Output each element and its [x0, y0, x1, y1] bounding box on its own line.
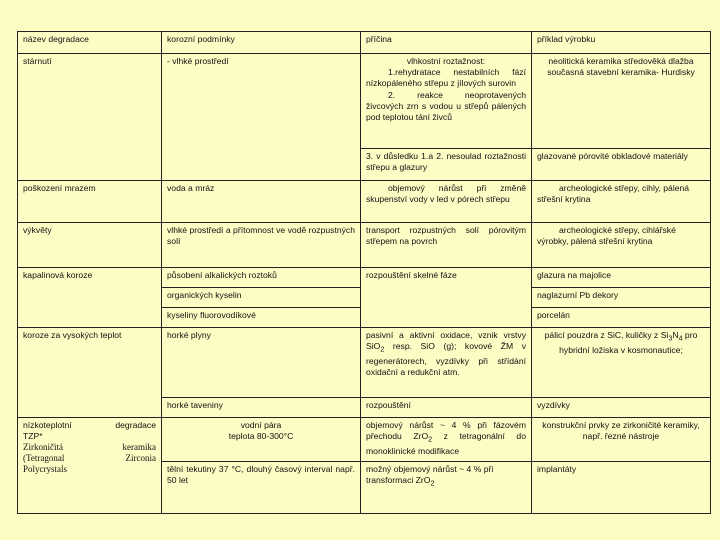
formula-zro2: ZrO$_2$	[413, 431, 433, 444]
row-example-efflorescence: archeologické střepy, cihlářské výrobky, pálená střešní krytina	[532, 223, 711, 268]
header-corrosion-conditions: korozní podmínky	[162, 32, 361, 54]
row-example-frost: archeologické střepy, cihly, pálená střešní krytina	[532, 181, 711, 223]
row-condition-alkaline: působení alkalických roztoků	[162, 268, 361, 288]
row-cause-aging-moisture	[361, 54, 532, 149]
row-cause-aging-glaze: 3. v důsledku 1.a 2. nesoulad roztažnosti střepu a glazury	[361, 149, 532, 181]
header-degradation-name: název degradace	[18, 32, 162, 54]
row-cause-zro2-transition: objemový nárůst ~ 4 % při fázovém přechodu ZrO$_2$ z tetragonální do monoklinické modifikace	[361, 418, 532, 462]
header-cause: příčina	[361, 32, 532, 54]
row-condition-efflorescence: vlhké prostředí a přítomnost ve vodě rozpustných solí	[162, 223, 361, 268]
table-row	[18, 328, 711, 398]
row-example-aging-ceramics: neolitická keramika středověká dlažba současná stavební keramika- Hurdisky	[532, 54, 711, 149]
row-condition-aging: - vlhké prostředí	[162, 54, 361, 181]
row-name-high-temp: koroze za vysokých teplot	[18, 328, 162, 418]
row-name-efflorescence: výkvěty	[18, 223, 162, 268]
row-name-liquid-corrosion: kapalinová koroze	[18, 268, 162, 328]
row-name-aging: stárnutí	[18, 54, 162, 181]
row-example-majolica: glazura na majolice	[532, 268, 711, 288]
row-example-linings: vyzdívky	[532, 398, 711, 418]
row-example-aging-tiles: glazované pórovité obkladové materiály	[532, 149, 711, 181]
formula-zro2: ZrO$_2$	[415, 475, 435, 488]
tzp-abbrev: TZP*	[23, 431, 43, 442]
row-cause-oxidation: pasivní a aktivní oxidace, vznik vrstvy SiO$_2$ resp. SiO (g); kovové ŽM v regenerátorech, vyzdívky při střídání oxidační a redukční atm.	[361, 328, 532, 398]
row-cause-zro2-possible: možný objemový nárůst ~ 4 % při transformaci ZrO$_2$	[361, 462, 532, 514]
tzp-title: nízkoteplotní degradace	[23, 420, 156, 430]
formula-si3n4: $Si_3N_4$	[660, 330, 683, 343]
row-name-tzp: nízkoteplotní degradace TZP* Zirkoničitá keramika (Tetragonal Zirconia Polycrystals	[18, 418, 162, 514]
row-cause-liquid-corrosion: rozpouštění skelné fáze	[361, 268, 532, 328]
formula-sio2: SiO$_2$	[366, 341, 385, 354]
row-example-implants: implantáty	[532, 462, 711, 514]
table-row	[18, 181, 711, 223]
table-row	[18, 223, 711, 268]
table-row	[18, 268, 711, 288]
row-example-sic: pálicí pouzdra z SiC, kuličky z $Si_3N_4$ pro hybridní ložiska v kosmonautice;	[532, 328, 711, 398]
cause-moisture-title: vlhkostní roztažnost:	[406, 56, 486, 66]
row-condition-steam: vodní pára teplota 80-300°C	[162, 418, 361, 462]
row-example-porcelain: porcelán	[532, 308, 711, 328]
row-name-frost: poškození mrazem	[18, 181, 162, 223]
row-example-pb-decor: naglazurní Pb dekory	[532, 288, 711, 308]
row-condition-hot-gases: horké plyny	[162, 328, 361, 398]
row-example-cutting-tools: konstrukční prvky ze zirkoničité keramiky, např. řezné nástroje	[532, 418, 711, 462]
cause-moisture-1: 1.rehydratace nestabilních fází nízkopáleného střepu z jílových surovin	[366, 67, 526, 89]
row-condition-hot-melts: horké taveniny	[162, 398, 361, 418]
table-row	[18, 54, 711, 149]
row-condition-hf: kyseliny fluorovodíkové	[162, 308, 361, 328]
row-cause-efflorescence: transport rozpustných solí pórovitým střepem na povrch	[361, 223, 532, 268]
row-cause-frost: objemový nárůst při změně skupenství vody v led v pórech střepu	[361, 181, 532, 223]
row-cause-dissolution: rozpouštění	[361, 398, 532, 418]
degradation-table	[17, 31, 711, 514]
row-condition-body-fluids: tělní tekutiny 37 °C, dlouhý časový interval např. 50 let	[162, 462, 361, 514]
header-product-example: příklad výrobku	[532, 32, 711, 54]
row-condition-frost: voda a mráz	[162, 181, 361, 223]
row-condition-organic-acids: organických kyselin	[162, 288, 361, 308]
cause-moisture-2: 2. reakce neoprotavených živcových zrn s vodou u střepů pálených pod teplotou tání živců	[366, 89, 526, 123]
oxidation-text: pasivní a aktivní oxidace, vznik vrstvy	[366, 330, 526, 340]
table-row	[18, 418, 711, 462]
table-header-row	[18, 32, 711, 54]
